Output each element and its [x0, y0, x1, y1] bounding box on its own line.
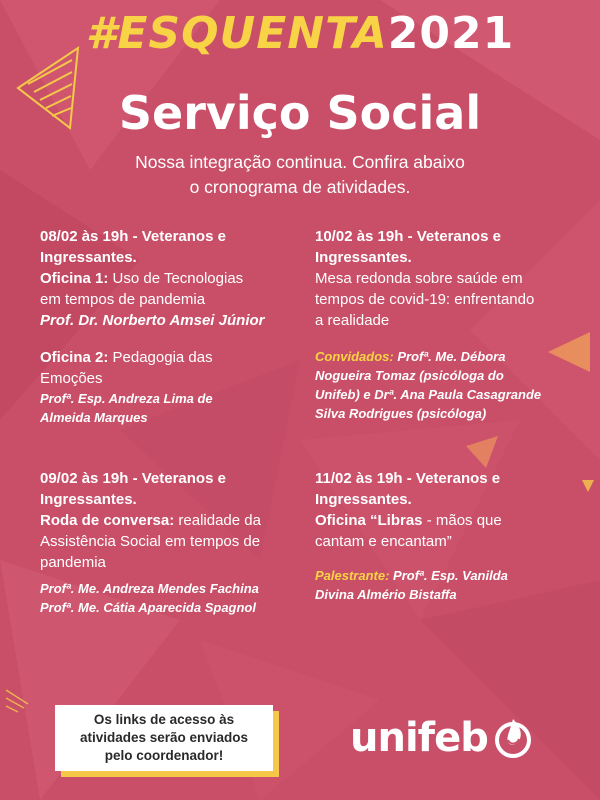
access-links-notice: [55, 705, 273, 771]
event-line-1: [315, 510, 585, 531]
event-label: Roda de conversa:: [40, 512, 175, 529]
workshop-1-text-2: em tempos de pandemia: [40, 291, 206, 308]
speaker-text-2: Divina Almério Bistaffa: [315, 587, 457, 602]
workshop-1-speaker: Prof. Dr. Norberto Amsei Júnior: [40, 312, 265, 329]
event-text-3: a realidade: [315, 312, 390, 329]
event-date-line-1: 08/02 às 19h - Veteranos e: [40, 228, 226, 245]
event-11-02: [315, 468, 585, 604]
guests-text-3: Unifeb) e Drª. Ana Paula Casagrande: [315, 387, 542, 402]
speaker-line-1: [315, 566, 585, 585]
guests-label: Convidados:: [315, 349, 394, 364]
page-title: Serviço Social: [118, 86, 482, 140]
speaker-text-1: Profª. Esp. Vanilda: [389, 568, 508, 583]
hashtag-year: 2021: [387, 8, 515, 59]
event-date-line-2: Ingressantes.: [40, 491, 137, 508]
flame-drop-icon: [490, 715, 536, 761]
workshop-2-label: Oficina 2:: [40, 349, 109, 366]
event-09-02: [40, 468, 310, 617]
event-date-line-1: 11/02 às 19h - Veteranos e: [315, 470, 501, 487]
hashtag-main: #ESQUENTA: [85, 8, 388, 59]
subtitle-line-1: Nossa integração continua. Confira abaixo: [135, 152, 465, 172]
event-date-line-2: Ingressantes.: [40, 249, 137, 266]
speaker-label: Palestrante:: [315, 568, 390, 583]
speaker-1: Profª. Me. Andreza Mendes Fachina: [40, 581, 259, 596]
event-text-2: Assistência Social em tempos de: [40, 533, 261, 550]
event-text-1: realidade da: [174, 512, 261, 529]
workshop-1-label: Oficina 1:: [40, 270, 109, 287]
unifeb-logo: [350, 708, 536, 768]
workshop-2-speaker-2: Almeida Marques: [40, 410, 148, 425]
notice-line-1: Os links de acesso às: [93, 712, 235, 727]
subtitle-line-2: o cronograma de atividades.: [189, 177, 411, 197]
event-text-2: cantam e encantam”: [315, 533, 452, 550]
workshop-2-speaker-1: Profª. Esp. Andreza Lima de: [40, 391, 213, 406]
event-date-line-2: Ingressantes.: [315, 249, 412, 266]
event-text-1: - mãos que: [422, 512, 502, 529]
guests-text-4: Silva Rodrigues (psicóloga): [315, 406, 487, 421]
speaker-2: Profª. Me. Cátia Aparecida Spagnol: [40, 600, 256, 615]
event-line-1: [40, 510, 310, 531]
event-date-line-1: 10/02 às 19h - Veteranos e: [315, 228, 501, 245]
notice-line-3: pelo coordenador!: [104, 748, 224, 763]
subtitle: [60, 150, 540, 200]
guests-text-1: Profª. Me. Débora: [393, 349, 506, 364]
event-text-1: Mesa redonda sobre saúde em: [315, 270, 523, 287]
event-label: Oficina “Libras: [315, 512, 423, 529]
event-08-02: [40, 226, 305, 427]
hashtag-heading: [0, 8, 600, 59]
workshop-2-text-1: Pedagogia das: [108, 349, 213, 366]
workshop-1-text-1: Uso de Tecnologias: [108, 270, 244, 287]
event-text-3: pandemia: [40, 554, 106, 571]
event-text-2: tempos de covid-19: enfrentando: [315, 291, 535, 308]
workshop-2-text-2: Emoções: [40, 370, 103, 387]
event-10-02: [315, 226, 585, 423]
guests-text-2: Nogueira Tomaz (psicóloga do: [315, 368, 504, 383]
event-date-line-2: Ingressantes.: [315, 491, 412, 508]
notice-line-2: atividades serão enviados: [79, 730, 249, 745]
guests-line-1: [315, 347, 585, 366]
workshop-2-line-1: [40, 347, 305, 368]
workshop-1-line-1: [40, 268, 305, 289]
event-date-line-1: 09/02 às 19h - Veteranos e: [40, 470, 226, 487]
logo-text: unifeb: [350, 715, 488, 761]
